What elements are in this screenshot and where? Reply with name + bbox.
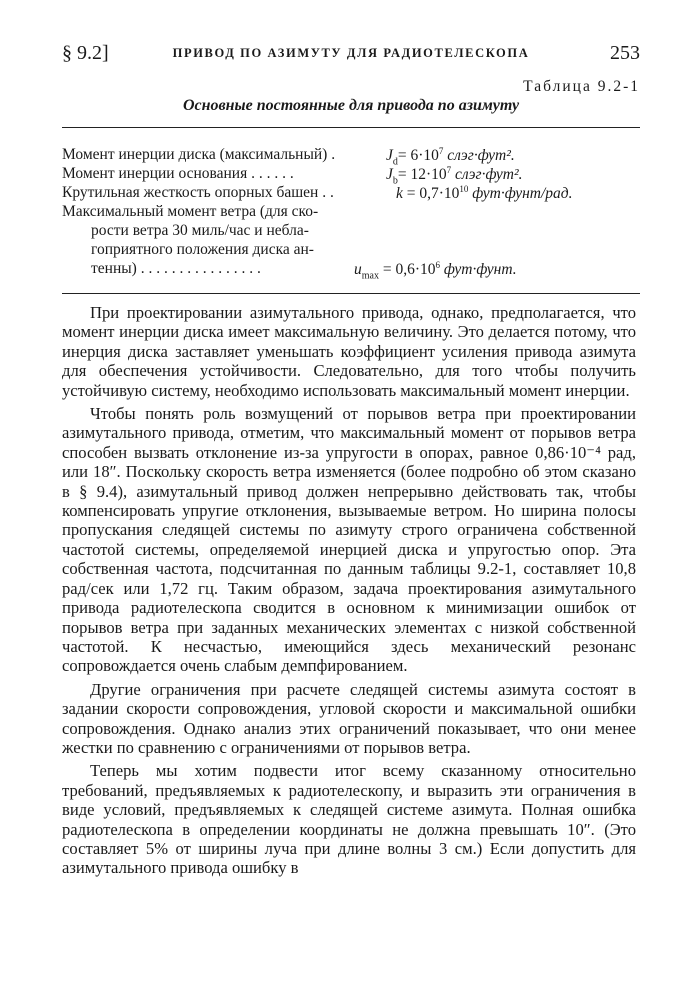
table-top-rule	[62, 127, 640, 128]
row-value: $k = 0,7\cdot 10^{10}$ фут·фунт/рад.	[396, 184, 573, 203]
row-value: $u_{max} = 0,6\cdot 10^6$ фут·фунт.	[354, 260, 517, 282]
row-label: Момент инерции диска (максимальный) .	[62, 146, 336, 163]
paragraph: Теперь мы хотим подвести итог всему сказанному относительно требований, предъявляемых к радиотелескопу, и выразить эти ограничения в виде условий, предъявляемых к следящей системе азимута. Полная ошибка радиотелескопа в определении координаты не должна превышать 10″. (Это составляет 5% от ширины луча при длине волны 3 см.) Если допустить для азимутального привода ошибку в	[62, 761, 636, 878]
table-caption: Основные постоянные для привода по азимуту	[182, 97, 520, 114]
row-label: Момент инерции основания . . . . . .	[62, 165, 294, 182]
page-number: 253	[610, 42, 640, 64]
running-title: ПРИВОД ПО АЗИМУТУ ДЛЯ РАДИОТЕЛЕСКОПА	[172, 46, 530, 60]
row-label: тенны) . . . . . . . . . . . . . . . .	[91, 260, 261, 277]
table-number: Таблица 9.2-1	[523, 78, 640, 95]
row-value: $J_d= 6\cdot 10^7$ слэг·фут².	[386, 146, 515, 168]
paragraph: Чтобы понять роль возмущений от порывов ветра при проектировании азимутального привода, отметим, что максимальный момент от порывов ветра способен вызвать отклонение из-за упругости в опорах, равное 0,86·10⁻⁴ рад, или 18″. Поскольку скорость ветра изменяется (более подробно об этом сказано в § 9.4), азимутальный привод должен непрерывно действовать так, чтобы компенсировать упругие отклонения, вызываемые ветром. Но ширина полосы пропускания следящей системы по азимуту строго ограничена собственной частотой системы, определяемой инерцией диска и упругостью опор. Эта собственная частота, подсчитанная по данным таблицы 9.2-1, составляет 10,8 рад/сек или 1,72 гц. Таким образом, задача проектирования азимутального привода радиотелескопа сводится в основном к минимизации ошибок от порывов ветра при заданных механических элементах с низкой собственной частотой. К несчастью, имеющийся здесь механический резонанс сопровождается очень слабым демпфированием.	[62, 404, 636, 676]
paragraph: При проектировании азимутального привода, однако, предполагается, что момент инерции диска имеет максимальную величину. Это делается потому, что инерция диска заставляет уменьшать коэффициент усиления привода азимута для обеспечения устойчивости. Следовательно, для того чтобы получить устойчивую систему, необходимо использовать максимальный момент инерции.	[62, 303, 636, 400]
row-label: Крутильная жесткость опорных башен . .	[62, 184, 334, 201]
paragraph: Другие ограничения при расчете следящей системы азимута состоят в задании скорости сопровождения, угловой скорости и максимальной ошибки сопровождения. Однако анализ этих ограничений показывает, что они менее жестки по сравнению с ограничениями от порывов ветра.	[62, 679, 636, 757]
row-label: рости ветра 30 миль/час и небла-	[91, 222, 309, 239]
section-number: § 9.2]	[62, 42, 109, 64]
row-value: $J_b= 12\cdot 10^7$ слэг·фут².	[386, 165, 523, 187]
body-text	[62, 303, 636, 878]
row-label: гоприятного положения диска ан-	[91, 241, 314, 258]
running-header	[62, 40, 640, 70]
row-label: Максимальный момент ветра (для ско-	[62, 203, 319, 220]
table-bottom-rule	[62, 293, 640, 294]
